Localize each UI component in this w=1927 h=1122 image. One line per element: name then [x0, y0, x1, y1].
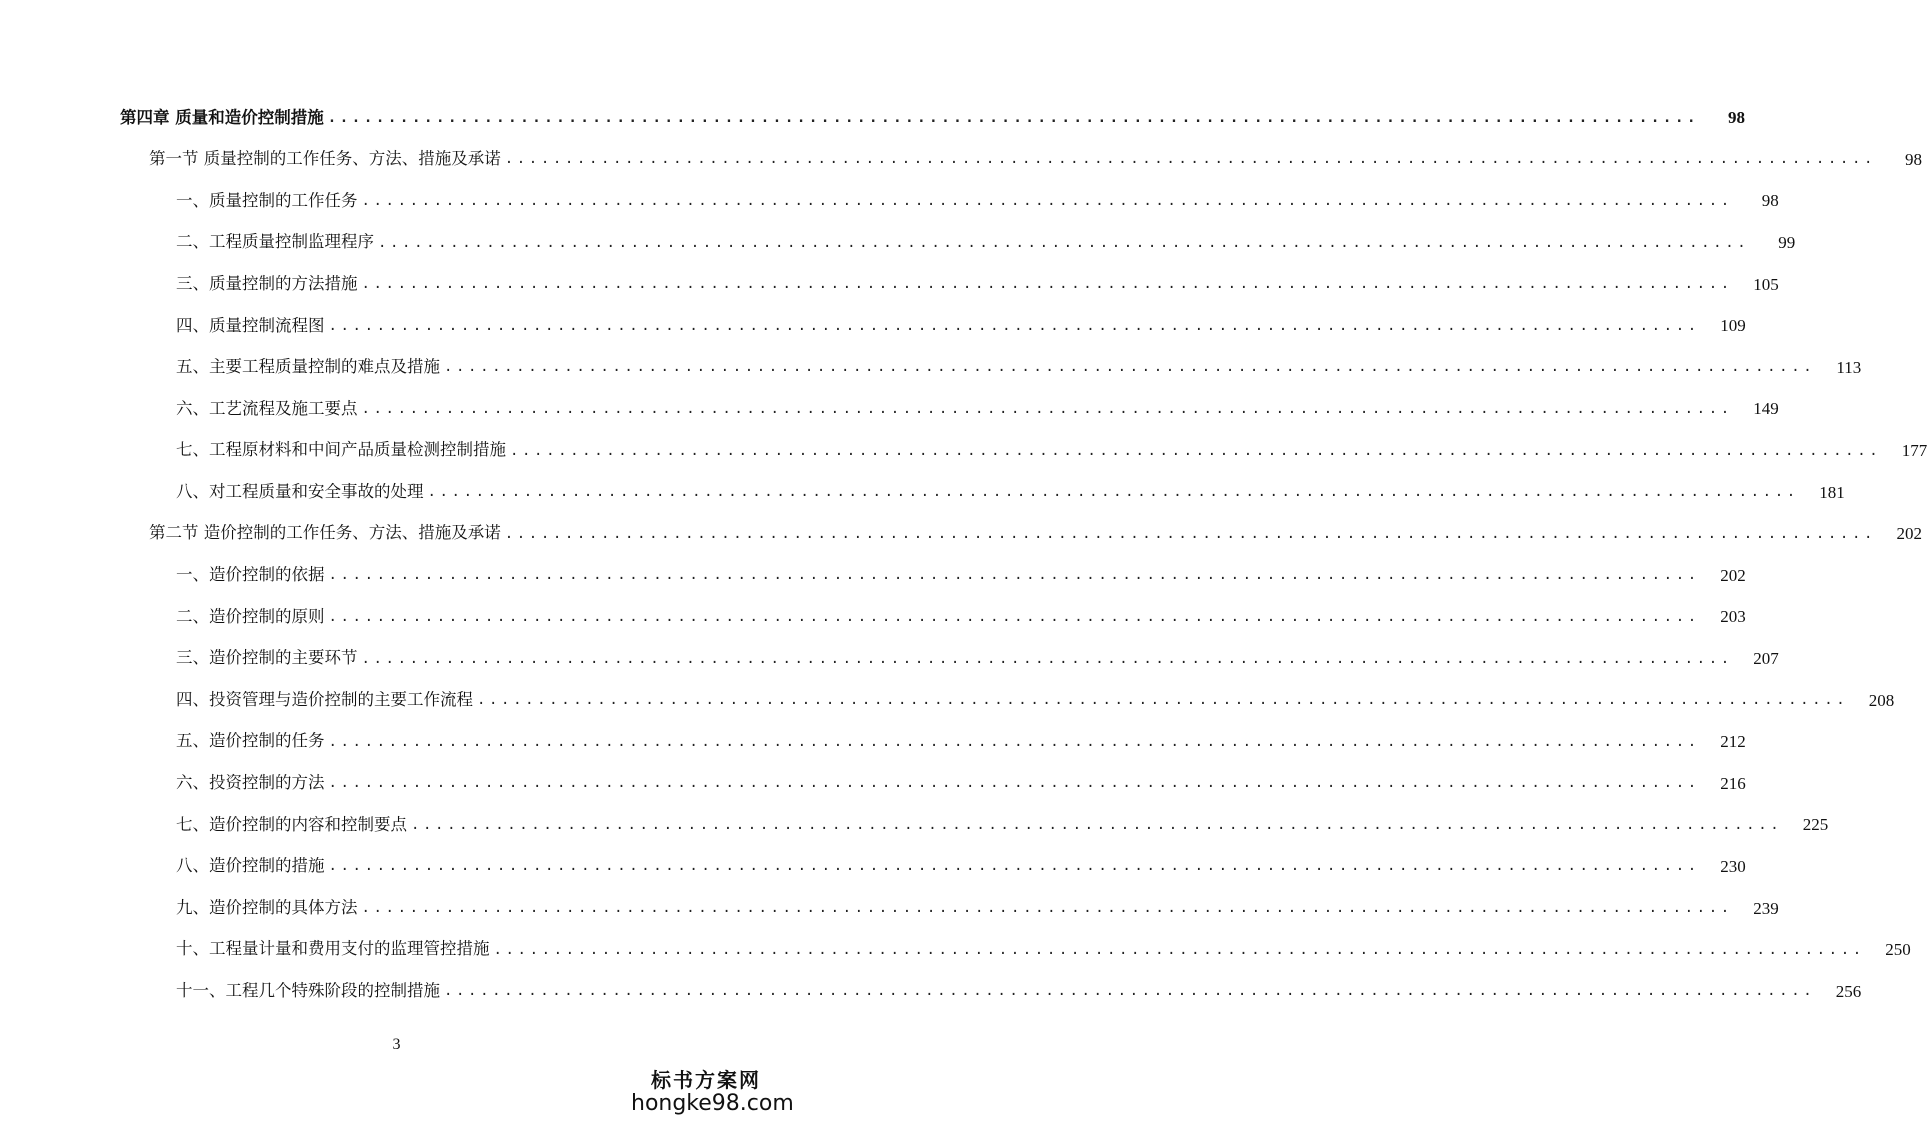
- toc-dot-leader: ..................................................................................................................: [378, 234, 1750, 251]
- toc-page-number: 113: [1836, 357, 1862, 377]
- toc-entry-title: 三、质量控制的方法措施: [176, 273, 358, 293]
- toc-page-number: 212: [1720, 732, 1746, 752]
- toc-entry: [0, 638, 1779, 680]
- toc-page-number: 202: [1896, 524, 1923, 544]
- toc-dot-leader: ..................................................................................................................: [444, 983, 1816, 1000]
- page-number: 3: [392, 1036, 401, 1053]
- toc-entry: [0, 846, 1746, 888]
- toc-dot-leader: ..................................................................................................................: [328, 608, 1700, 625]
- toc-page-number: 230: [1720, 856, 1746, 876]
- toc-entry: [0, 596, 1746, 638]
- toc-entry-title: 四、质量控制流程图: [176, 315, 325, 335]
- toc-dot-leader: ..................................................................................................................: [328, 317, 1700, 334]
- toc-entry-title: 七、工程原材料和中间产品质量检测控制措施: [176, 440, 506, 460]
- toc-page-number: 256: [1835, 981, 1862, 1001]
- toc-entry: [0, 139, 1923, 181]
- toc-entry-title: 四、投资管理与造价控制的主要工作流程: [176, 689, 473, 709]
- watermark-logo: [631, 1067, 794, 1116]
- toc-entry: [0, 430, 1927, 472]
- toc-entry-title: 十一、工程几个特殊阶段的控制措施: [176, 981, 440, 1001]
- toc-entry-title: 五、造价控制的任务: [176, 731, 325, 751]
- toc-entry-title: 一、造价控制的依据: [176, 565, 325, 585]
- toc-entry: [0, 180, 1779, 222]
- toc-dot-leader: ..................................................................................................................: [477, 692, 1849, 709]
- toc-entry: [0, 804, 1829, 846]
- toc-dot-leader: ..................................................................................................................: [361, 900, 1733, 917]
- toc-entry-title: 六、工艺流程及施工要点: [176, 398, 358, 418]
- toc-entry: [0, 471, 1845, 513]
- toc-dot-leader: ..................................................................................................................: [327, 109, 1700, 126]
- toc-entry-title: 第二节 造价控制的工作任务、方法、措施及承诺: [149, 523, 501, 543]
- toc-dot-leader: ..................................................................................................................: [328, 567, 1700, 584]
- toc-dot-leader: ..................................................................................................................: [361, 650, 1733, 667]
- toc-entry: [0, 263, 1779, 305]
- toc-entry: [0, 388, 1779, 430]
- toc-entry: [0, 679, 1895, 721]
- toc-entry-title: 第四章 质量和造价控制措施: [120, 107, 324, 127]
- toc-dot-leader: ..................................................................................................................: [361, 192, 1733, 209]
- toc-entry: [0, 721, 1746, 763]
- toc-page-number: 208: [1868, 690, 1895, 710]
- toc-page-number: 181: [1819, 482, 1845, 502]
- toc-entry-title: 三、造价控制的主要环节: [176, 648, 358, 668]
- toc-entry-title: 一、质量控制的工作任务: [176, 190, 358, 210]
- toc-dot-leader: ..................................................................................................................: [504, 151, 1877, 168]
- toc-dot-leader: ..................................................................................................................: [328, 775, 1700, 792]
- toc-entry-title: 第一节 质量控制的工作任务、方法、措施及承诺: [149, 149, 501, 169]
- toc-entry: [0, 347, 1862, 389]
- toc-page-number: 98: [1728, 108, 1746, 128]
- toc-dot-leader: ..................................................................................................................: [444, 359, 1816, 376]
- toc-entry: [0, 929, 1911, 971]
- toc-entry: [0, 763, 1746, 805]
- toc-page-number: 98: [1905, 149, 1923, 169]
- toc-entry-title: 六、投资控制的方法: [176, 773, 325, 793]
- toc-entry-title: 二、造价控制的原则: [176, 606, 325, 626]
- toc-dot-leader: ..................................................................................................................: [510, 442, 1882, 459]
- toc-entry-title: 八、造价控制的措施: [176, 856, 325, 876]
- toc-page-number: 225: [1802, 815, 1829, 835]
- toc-dot-leader: ..................................................................................................................: [361, 276, 1733, 293]
- toc-entry: [0, 305, 1746, 347]
- toc-page-number: 250: [1885, 940, 1911, 960]
- toc-page-number: 105: [1753, 274, 1779, 294]
- toc-page-number: 177: [1901, 441, 1927, 461]
- toc-dot-leader: ..................................................................................................................: [504, 525, 1877, 542]
- watermark-site-url: hongke98.com: [631, 1090, 794, 1116]
- toc-entry: [0, 887, 1779, 929]
- toc-page-number: 149: [1753, 399, 1779, 419]
- toc-entry: [0, 222, 1796, 264]
- toc-entry-title: 七、造价控制的内容和控制要点: [176, 814, 407, 834]
- table-of-contents: [0, 97, 1927, 1012]
- toc-page-number: 99: [1778, 233, 1796, 253]
- toc-dot-leader: ..................................................................................................................: [328, 733, 1700, 750]
- toc-dot-leader: ..................................................................................................................: [361, 400, 1733, 417]
- toc-entry: [0, 97, 1746, 139]
- toc-page-number: 109: [1720, 316, 1746, 336]
- toc-entry: [0, 513, 1923, 555]
- toc-page-number: 98: [1761, 191, 1779, 211]
- toc-entry-title: 八、对工程质量和安全事故的处理: [176, 481, 424, 501]
- toc-entry-title: 九、造价控制的具体方法: [176, 897, 358, 917]
- toc-entry: [0, 970, 1862, 1012]
- toc-entry-title: 五、主要工程质量控制的难点及措施: [176, 357, 440, 377]
- toc-dot-leader: ..................................................................................................................: [493, 941, 1865, 958]
- toc-entry-title: 二、工程质量控制监理程序: [176, 232, 374, 252]
- toc-page-number: 202: [1720, 565, 1746, 585]
- watermark-site-name: 标书方案网: [651, 1067, 761, 1092]
- toc-entry: [0, 555, 1746, 597]
- toc-page-number: 216: [1720, 773, 1746, 793]
- toc-entry-title: 十、工程量计量和费用支付的监理管控措施: [176, 939, 490, 959]
- toc-dot-leader: ..................................................................................................................: [411, 816, 1783, 833]
- toc-page-number: 207: [1753, 649, 1779, 669]
- toc-page-number: 239: [1753, 898, 1779, 918]
- toc-page-number: 203: [1720, 607, 1746, 627]
- toc-dot-leader: ..................................................................................................................: [328, 858, 1700, 875]
- toc-dot-leader: ..................................................................................................................: [427, 484, 1799, 501]
